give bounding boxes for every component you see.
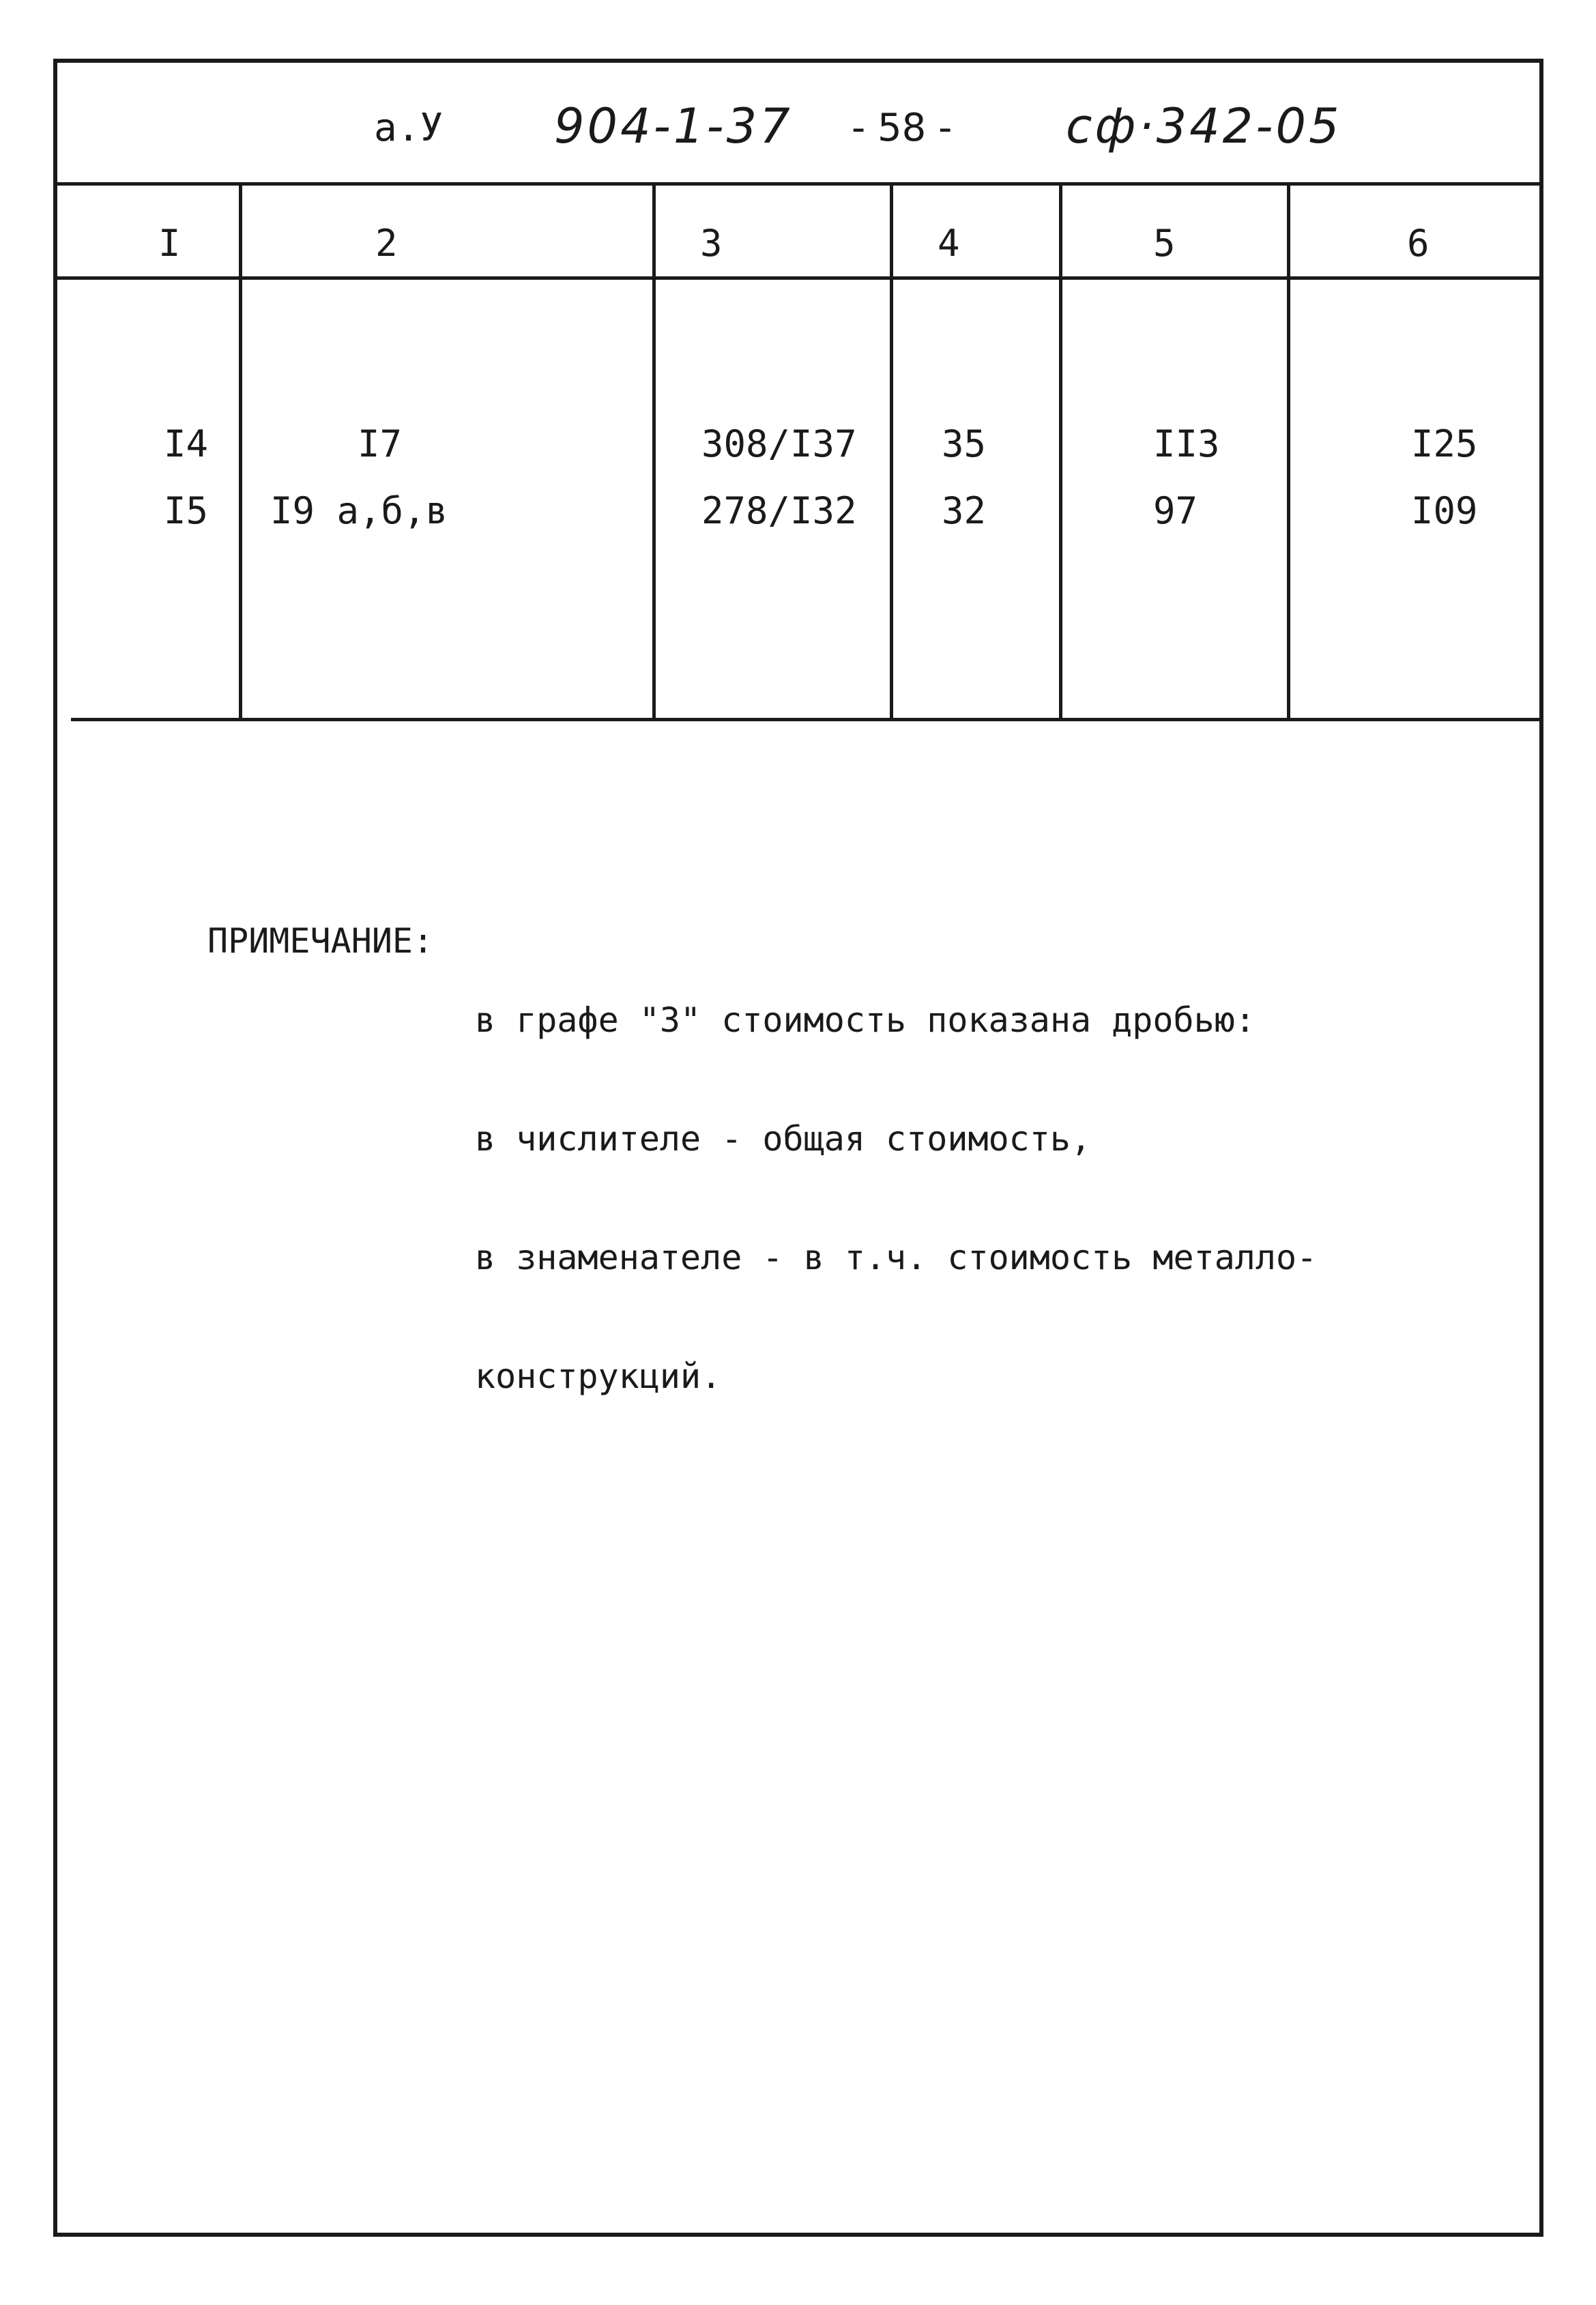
table-cell-r1-c3: 308/I37: [701, 422, 857, 465]
table-cell-r1-c6: I25: [1411, 422, 1478, 465]
table-cell-r1-c1: I4: [164, 422, 209, 465]
note-text: [475, 921, 1317, 1475]
column-divider: [1287, 186, 1290, 718]
note-block: [207, 921, 1318, 1396]
column-header-3: 3: [700, 222, 723, 265]
table-cell-r2-c3: 278/I32: [701, 489, 857, 532]
table-cell-r2-c1: I5: [164, 489, 209, 532]
table-cell-r2-c5: 97: [1153, 489, 1198, 532]
note-line-1: в графе "3" стоимость показана дробью:: [475, 1000, 1256, 1040]
note-label: ПРИМЕЧАНИЕ:: [207, 921, 434, 961]
column-header-4: 4: [938, 222, 960, 265]
column-header-5: 5: [1153, 222, 1176, 265]
note-line-4: конструкций.: [475, 1357, 722, 1396]
column-header-1: I: [158, 222, 181, 265]
table-cell-r1-c4: 35: [942, 422, 987, 465]
column-divider: [1059, 186, 1062, 718]
note-line-2: в числителе - общая стоимость,: [475, 1119, 1092, 1159]
table-cell-r2-c4: 32: [942, 489, 987, 532]
column-header-row: [53, 186, 1543, 280]
column-divider: [652, 186, 656, 718]
header-document-code: 904-1-37: [554, 98, 793, 154]
table-bottom-rule: [71, 718, 1543, 721]
column-header-2: 2: [375, 222, 398, 265]
column-divider: [890, 186, 893, 718]
table-cell-r1-c5: II3: [1153, 422, 1220, 465]
header-sheet-code: сф·342-05: [1066, 98, 1342, 154]
table-cell-r1-c2: I7: [358, 422, 403, 465]
table-cell-r2-c2: I9 а,б,в: [270, 489, 448, 532]
column-header-6: 6: [1407, 222, 1430, 265]
header-series: а.У: [374, 106, 444, 150]
header-page-number: - 58 -: [852, 106, 953, 150]
table-cell-r2-c6: I09: [1411, 489, 1478, 532]
note-line-3: в знаменателе - в т.ч. стоимость металло-: [475, 1238, 1318, 1277]
column-divider: [239, 186, 242, 718]
